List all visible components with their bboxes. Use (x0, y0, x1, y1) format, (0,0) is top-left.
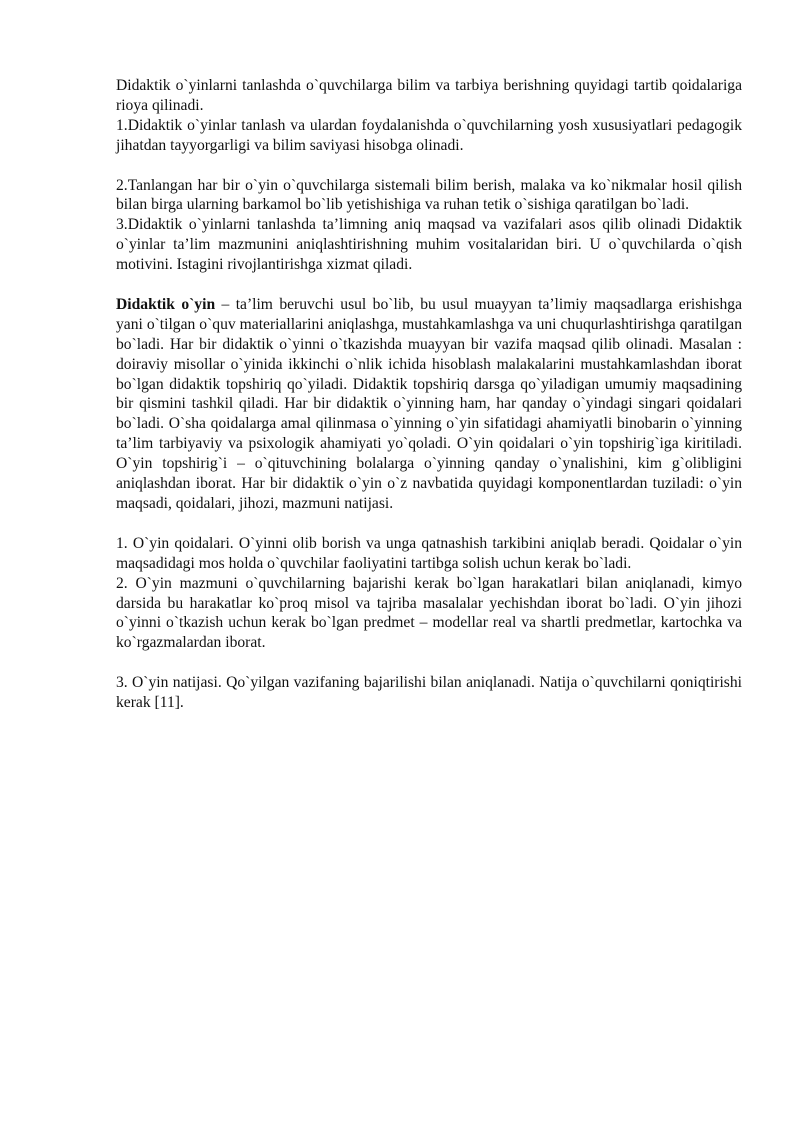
definition-text: – ta’lim beruvchi usul bo`lib, bu usul muayyan ta’limiy maqsadlarga erishishga yani o`tilgan o`quv materiallarini aniqlashga, mustahkamlashga va uni chuqurlashtirishga qaratilgan bo`ladi. Har bir didaktik o`yinni o`tkazishda muayyan bir vazifa maqsad qilib olinadi. Masalan : doiraviy misollar o`yinida ikkinchi o`nlik ichida hisoblash malakalarini mustahkamlashdan iborat bo`lgan didaktik topshiriq qo`yiladi. Didaktik topshiriq darsga qo`yiladigan umumiy maqsadining bir qismini tashkil qiladi. Har bir didaktik o`yinning ham, har qanday o`yindagi singari qoidalari bo`ladi. O`sha qoidalarga amal qilinmasa o`yinning o`yin sifatidagi ahamiyatli binobarin o`yinning ta’lim tarbiyaviy va psixologik ahamiyati yo`qoladi. O`yin qoidalari o`yin topshirig`iga kiritiladi. O`yin topshirig`i – o`qituvchining bolalarga o`yinning qanday o`ynalishini, kim g`olibligini aniqlashdan iborat. Har bir didaktik o`yin o`z navbatida quyidagi komponentlardan tuziladi: o`yin maqsadi, qoidalari, jihozi, mazmuni natijasi. (116, 295, 743, 512)
component-2-paragraph: 2. O`yin mazmuni o`quvchilarning bajarishi kerak bo`lgan harakatlari bilan aniqlanadi, kimyo darsida bu harakatlar ko`proq misol va tajriba masalalar yechishdan iborat bo`ladi. O`yin jihozi o`yinni o`tkazish uchun kerak bo`lgan predmet – modellar real va shartli predmetlar, kartochka va ko`rgazmalardan iborat. (116, 574, 742, 652)
rule-2-paragraph: 2.Tanlangan har bir o`yin o`quvchilarga sistemali bilim berish, malaka va ko`nikmalar hosil qilish bilan birga ularning barkamol bo`lib yetishishiga va ruhan tetik o`sishiga qaratilgan bo`ladi. (116, 176, 742, 214)
paragraph-spacer (116, 156, 742, 176)
paragraph-spacer (116, 275, 742, 295)
paragraph-spacer (116, 653, 742, 673)
definition-paragraph (116, 295, 742, 514)
rule-3-paragraph: 3.Didaktik o`yinlarni tanlashda ta’limning aniq maqsad va vazifalari asos qilib olinadi Didaktik o`yinlar ta’lim mazmunini aniqlashtirishning muhim vositalaridan biri. U o`quvchilarda o`qish motivini. Istagini rivojlantirishga xizmat qiladi. (116, 216, 742, 274)
definition-term: Didaktik o`yin (116, 295, 216, 313)
component-3-paragraph: 3. O`yin natijasi. Qo`yilgan vazifaning bajarilishi bilan aniqlanadi. Natija o`quvchilarni qoniqtirishi kerak [11]. (116, 674, 742, 712)
component-1-paragraph: 1. O`yin qoidalari. O`yinni olib borish va unga qatnashish tarkibini aniqlab beradi. Qoidalar o`yin maqsadidagi mos holda o`quvchilar faoliyatini tartibga solish uchun kerak bo`ladi. (116, 534, 742, 572)
paragraph-spacer (116, 514, 742, 534)
rule-1-paragraph: 1.Didaktik o`yinlar tanlash va ulardan foydalanishda o`quvchilarning yosh xususiyatlari pedagogik jihatdan tayyorgarligi va bilim saviyasi hisobga olinadi. (116, 116, 742, 154)
document-page (116, 76, 742, 713)
intro-paragraph: Didaktik o`yinlarni tanlashda o`quvchilarga bilim va tarbiya berishning quyidagi tartib qoidalariga rioya qilinadi. (116, 77, 742, 114)
